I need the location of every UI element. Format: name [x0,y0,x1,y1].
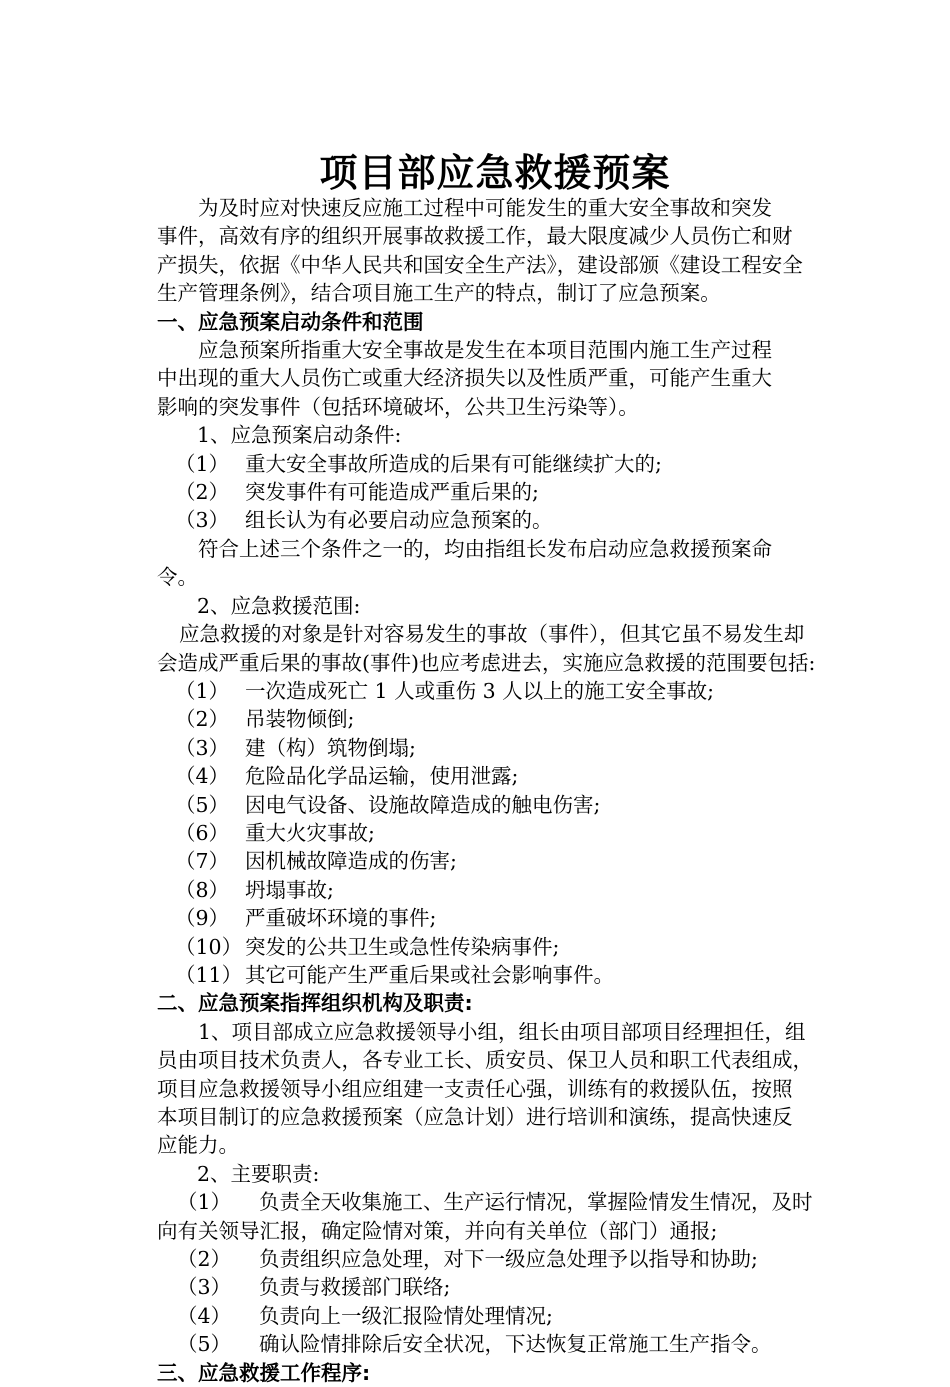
section-paragraph-line: 1、项目部成立应急救援领导小组，组长由项目部项目经理担任，组 [198,1019,806,1044]
list-item-number: （3） [175,508,230,533]
list-item [157,961,839,989]
list-item [157,506,839,534]
list-item [157,791,839,819]
list-item-number: （5） [177,1332,232,1357]
subsection-title: 2、主要职责: [197,1161,320,1186]
section-heading: 三、应急救援工作程序: [157,1360,371,1385]
list-item [157,734,839,762]
list-item-text: 因电气设备、设施故障造成的触电伤害; [245,792,601,817]
document-title: 项目部应急救援预案 [319,151,671,195]
list-item-number: （3） [177,1275,232,1300]
section-paragraph-line: 应能力。 [157,1133,239,1158]
list-item-number: （6） [175,820,230,845]
list-item-text: 重大安全事故所造成的后果有可能继续扩大的; [245,451,662,476]
list-item [157,1273,839,1301]
list-item-number: （1） [175,678,230,703]
list-item [157,1245,839,1273]
section-paragraph-line: 令。 [157,565,198,590]
section-paragraph-line: 本项目制订的应急救援预案（应急计划）进行培训和演练，提高快速反 [157,1105,793,1129]
list-item-number: （9） [175,906,230,931]
list-item [157,847,839,875]
list-item-text: 严重破坏环境的事件; [245,906,437,931]
list-item-number: （8） [175,877,230,902]
list-item-number: （10） [175,934,243,959]
section-paragraph-line: 中出现的重大人员伤亡或重大经济损失以及性质严重，可能产生重大 [157,366,772,391]
list-item-text: 一次造成死亡 1 人或重伤 3 人以上的施工安全事故; [245,678,715,703]
subsection-title: 1、应急预案启动条件: [197,423,402,448]
intro-line: 产损失，依据《中华人民共和国安全生产法》，建设部颁《建设工程安全 [157,252,803,277]
list-item [157,904,839,932]
list-item-number: （5） [175,792,230,817]
list-item-text: 负责组织应急处理，对下一级应急处理予以指导和协助; [259,1247,758,1272]
section-paragraph-line: 符合上述三个条件之一的，均由指组长发布启动应急救援预案命 [198,536,772,561]
list-item-text: 重大火灾事故; [245,820,375,845]
list-item-number: （2） [175,480,230,505]
document-body [157,194,839,1387]
list-item [157,1330,839,1358]
section-paragraph-line: 应急救援的对象是针对容易发生的事故（事件），但其它虽不易发生却 [179,622,805,647]
list-item [157,478,839,506]
section-paragraph-line: 员由项目技术负责人，各专业工长、质安员、保卫人员和职工代表组成， [157,1048,813,1073]
list-item-number: （1） [175,451,230,476]
intro-line: 生产管理条例》，结合项目施工生产的特点，制订了应急预案。 [157,281,721,306]
list-item-number: （2） [175,707,230,732]
list-item-number: （1） [177,1190,232,1215]
subsection-title: 2、应急救援范围: [197,593,361,618]
list-item-text: 确认险情排除后安全状况，下达恢复正常施工生产指令。 [259,1332,772,1357]
list-item-number: （3） [175,735,230,760]
list-item-text: 负责全天收集施工、生产运行情况，掌握险情发生情况，及时 [259,1190,813,1215]
list-item [157,1302,839,1330]
list-item [157,819,839,847]
section-heading: 二、应急预案指挥组织机构及职责: [157,991,473,1016]
list-item-text: 吊装物倾倒; [245,707,355,732]
list-item-text: 突发的公共卫生或急性传染病事件; [245,934,560,959]
section-paragraph-line: 项目应急救援领导小组应组建一支责任心强，训练有的救援队伍，按照 [157,1076,793,1101]
intro-line: 事件，高效有序的组织开展事故救援工作，最大限度减少人员伤亡和财 [157,224,793,249]
list-item [157,705,839,733]
section-paragraph-line: 影响的突发事件（包括环境破坏，公共卫生污染等）。 [157,394,639,419]
list-item-text: 组长认为有必要启动应急预案的。 [245,508,553,533]
list-item [157,876,839,904]
list-item-text: 建（构）筑物倒塌; [245,735,416,760]
section-paragraph-line: 应急预案所指重大安全事故是发生在本项目范围内施工生产过程 [198,338,772,363]
list-item-number: （2） [177,1247,232,1272]
section-heading: 一、应急预案启动条件和范围 [157,309,424,334]
list-item-number: （7） [175,849,230,874]
list-item [157,933,839,961]
list-item-number: （4） [175,764,230,789]
list-item-text: 负责向上一级汇报险情处理情况; [259,1303,553,1328]
list-item-text: 其它可能产生严重后果或社会影响事件。 [245,962,614,987]
list-item [157,1188,839,1216]
list-item-text: 因机械故障造成的伤害; [245,849,457,874]
list-item [157,450,839,478]
list-item-text: 危险品化学品运输，使用泄露; [245,764,519,789]
list-item-continuation: 向有关领导汇报，确定险情对策，并向有关单位（部门）通报; [157,1218,718,1243]
list-item-text: 坍塌事故; [245,877,334,902]
list-item-number: （11） [175,962,243,987]
list-item-text: 突发事件有可能造成严重后果的; [245,480,539,505]
list-item [157,762,839,790]
list-item-number: （4） [177,1303,232,1328]
section-paragraph-line: 会造成严重后果的事故(事件)也应考虑进去，实施应急救援的范围要包括: [157,650,816,675]
list-item-text: 负责与救援部门联络; [259,1275,451,1300]
intro-line: 为及时应对快速反应施工过程中可能发生的重大安全事故和突发 [198,196,772,220]
list-item [157,677,839,705]
